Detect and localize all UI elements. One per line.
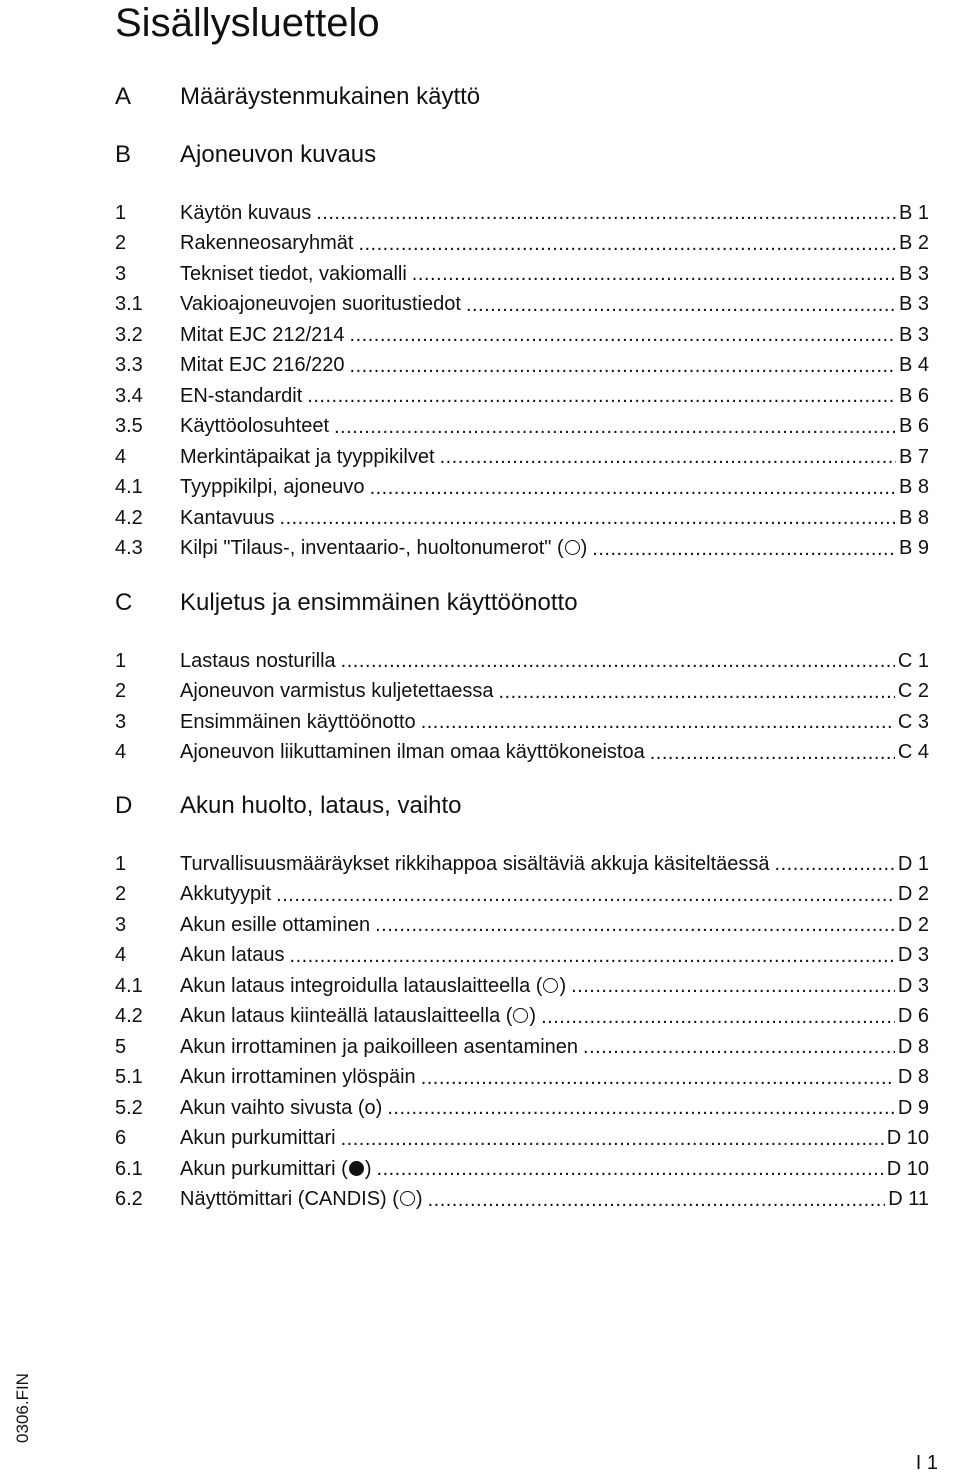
toc-entry-page: C 3 xyxy=(897,710,929,733)
toc-entry[interactable] xyxy=(115,290,929,320)
toc-entry-page: C 4 xyxy=(897,741,929,763)
toc-entry[interactable] xyxy=(115,738,929,768)
toc-entry-page: D 8 xyxy=(897,1035,929,1058)
toc-entry-number: 4.1 xyxy=(115,476,143,498)
section-letter: B xyxy=(115,141,132,168)
toc-entry-number: 2 xyxy=(115,232,127,254)
dot-leader xyxy=(280,507,896,529)
dot-leader xyxy=(421,711,895,733)
toc-entry-number: 3.5 xyxy=(115,415,143,437)
toc-entry[interactable] xyxy=(115,941,929,971)
open-circle-icon xyxy=(543,978,558,993)
toc-entry-page: D 9 xyxy=(897,1096,929,1119)
toc-entry-page: D 3 xyxy=(897,974,929,997)
toc-entry-page: D 11 xyxy=(888,1188,929,1210)
toc-entry-number: 4.2 xyxy=(115,1005,143,1027)
toc-entry-page: B 3 xyxy=(898,262,929,285)
toc-entry-number: 3 xyxy=(115,913,127,936)
dot-leader xyxy=(358,233,896,255)
toc-entry-title: Käytön kuvaus xyxy=(180,201,312,224)
toc-entry-title: Ensimmäinen käyttöönotto xyxy=(180,710,416,733)
toc-entry-title: Ajoneuvon liikuttaminen ilman omaa käyttökoneistoa xyxy=(180,741,645,763)
dot-leader xyxy=(775,853,895,875)
toc-entry-page: D 2 xyxy=(897,913,929,936)
toc-entry-page: C 1 xyxy=(897,649,929,672)
toc-entry[interactable] xyxy=(115,910,929,940)
toc-entry-page: B 6 xyxy=(898,415,929,437)
toc-entry-page: B 7 xyxy=(898,445,929,468)
dot-leader xyxy=(592,538,896,560)
toc-entry-title: Turvallisuusmääräykset rikkihappoa sisältäviä akkuja käsiteltäessä xyxy=(180,852,770,875)
toc-entry-number: 4.2 xyxy=(115,506,143,529)
page-title: Sisällysluettelo xyxy=(115,1,380,45)
toc-entry-title: Akun purkumittari ( ) xyxy=(180,1157,372,1180)
section-letter: D xyxy=(115,792,133,819)
toc-entry[interactable] xyxy=(115,1093,929,1123)
toc-entry-page: D 10 xyxy=(886,1157,929,1180)
toc-entry-number: 5 xyxy=(115,1035,127,1058)
toc-entry-title: Käyttöolosuhteet xyxy=(180,415,329,437)
toc-entry[interactable] xyxy=(115,259,929,289)
toc-entry-number: 3 xyxy=(115,262,127,285)
toc-entry-title: Kantavuus xyxy=(180,506,275,529)
toc-entry-number: 5.1 xyxy=(115,1066,143,1088)
section-title: Akun huolto, lataus, vaihto xyxy=(180,792,462,819)
toc-entry-number: 2 xyxy=(115,883,127,905)
toc-entry-title: Näyttömittari (CANDIS) ( ) xyxy=(180,1188,423,1210)
toc-entry-number: 4.1 xyxy=(115,974,143,997)
toc-entry-title: Akun lataus integroidulla latauslaitteella ( ) xyxy=(180,974,567,997)
toc-entry[interactable] xyxy=(115,677,929,707)
toc-entry-page: B 1 xyxy=(898,201,929,224)
dot-leader xyxy=(650,742,895,764)
filled-circle-icon xyxy=(349,1161,364,1176)
toc-entry-page: D 8 xyxy=(897,1066,929,1088)
toc-entry-page: D 2 xyxy=(897,883,929,905)
open-circle-icon xyxy=(400,1191,415,1206)
toc-entry[interactable] xyxy=(115,503,929,533)
section-heading-a xyxy=(115,79,935,115)
toc-entry[interactable] xyxy=(115,971,929,1001)
toc-entry[interactable] xyxy=(115,849,929,879)
toc-entry-title: Akun irrottaminen ylöspäin xyxy=(180,1066,416,1088)
toc-entry[interactable] xyxy=(115,320,929,350)
toc-entry[interactable] xyxy=(115,473,929,503)
open-circle-icon xyxy=(513,1008,528,1023)
toc-entry-title: Vakioajoneuvojen suoritustiedot xyxy=(180,293,461,315)
section-letter: A xyxy=(115,83,132,110)
section-title: Määräystenmukainen käyttö xyxy=(180,83,481,110)
section-title: Ajoneuvon kuvaus xyxy=(180,141,377,168)
toc-entry-title: Akun vaihto sivusta (o) xyxy=(180,1096,383,1119)
toc-entry[interactable] xyxy=(115,1124,929,1154)
toc-entry-title: Akun esille ottaminen xyxy=(180,913,371,936)
section-heading-c xyxy=(115,585,935,621)
toc-entry-page: B 3 xyxy=(898,323,929,346)
toc-entry-page: B 8 xyxy=(898,476,929,498)
toc-entry-page: D 6 xyxy=(897,1005,929,1027)
section-letter: C xyxy=(115,589,133,616)
dot-leader xyxy=(334,416,896,438)
dot-leader xyxy=(290,945,895,967)
dot-leader xyxy=(541,1006,895,1028)
toc-entry-number: 1 xyxy=(115,649,127,672)
toc-entry-title: EN-standardit xyxy=(180,384,303,407)
dot-leader xyxy=(341,650,895,672)
toc-entry-title: Akun irrottaminen ja paikoilleen asentaminen xyxy=(180,1035,579,1058)
section-heading-b xyxy=(115,137,935,173)
toc-entry[interactable] xyxy=(115,1154,929,1184)
toc-entry-title: Tekniset tiedot, vakiomalli xyxy=(180,262,407,285)
toc-entry-number: 6.1 xyxy=(115,1157,143,1180)
open-circle-icon xyxy=(565,540,580,555)
toc-entry[interactable] xyxy=(115,707,929,737)
toc-entry-title: Merkintäpaikat ja tyyppikilvet xyxy=(180,445,435,468)
toc-entry-title: Akun purkumittari xyxy=(180,1127,336,1149)
dot-leader xyxy=(387,1097,895,1119)
toc-entry-number: 4 xyxy=(115,445,127,468)
dot-leader xyxy=(276,884,895,906)
toc-entry[interactable] xyxy=(115,229,929,259)
dot-leader xyxy=(499,681,895,703)
section-heading-d xyxy=(115,788,935,824)
toc-entry[interactable] xyxy=(115,442,929,472)
document-code: 0306.FIN xyxy=(13,1373,32,1443)
dot-leader xyxy=(370,477,896,499)
dot-leader xyxy=(350,324,896,346)
page-number: I 1 xyxy=(915,1452,938,1474)
toc-entry-page: C 2 xyxy=(897,680,929,702)
toc-entry[interactable] xyxy=(115,534,929,564)
dot-leader xyxy=(412,263,896,285)
toc-entry-number: 6.2 xyxy=(115,1188,143,1210)
toc-entry[interactable] xyxy=(115,1185,929,1215)
dot-leader xyxy=(440,446,896,468)
toc-entry-number: 1 xyxy=(115,852,127,875)
toc-entry-page: B 3 xyxy=(898,293,929,315)
dot-leader xyxy=(421,1067,895,1089)
toc-entry-title: Akkutyypit xyxy=(180,883,272,905)
toc-entry-title: Kilpi "Tilaus-, inventaario-, huoltonumerot" ( ) xyxy=(180,537,588,559)
toc-entry-page: B 9 xyxy=(898,537,929,559)
toc-entry-number: 3.4 xyxy=(115,384,143,407)
toc-entry-number: 4 xyxy=(115,741,127,763)
dot-leader xyxy=(377,1158,884,1180)
dot-leader xyxy=(375,914,895,936)
dot-leader xyxy=(466,294,896,316)
dot-leader xyxy=(583,1036,895,1058)
toc-entry-title: Akun lataus kiinteällä latauslaitteella ( ) xyxy=(180,1005,537,1027)
toc-entry-number: 4 xyxy=(115,944,127,966)
toc-entry-number: 3.1 xyxy=(115,293,143,315)
toc-entry[interactable] xyxy=(115,351,929,381)
toc-entry[interactable] xyxy=(115,646,929,676)
toc-entry-number: 3.3 xyxy=(115,354,143,376)
toc-entry-title: Akun lataus xyxy=(180,944,285,966)
toc-entry[interactable] xyxy=(115,880,929,910)
toc-entry-page: B 8 xyxy=(898,506,929,529)
toc-entry-title: Ajoneuvon varmistus kuljetettaessa xyxy=(180,680,494,702)
toc-entry-number: 3 xyxy=(115,710,127,733)
toc-entry-title: Lastaus nosturilla xyxy=(180,649,336,672)
toc-entry-number: 1 xyxy=(115,201,127,224)
dot-leader xyxy=(571,975,895,997)
dot-leader xyxy=(428,1189,886,1211)
toc-entry[interactable] xyxy=(115,1032,929,1062)
toc-entry-page: D 10 xyxy=(886,1127,929,1149)
toc-entry-number: 5.2 xyxy=(115,1096,143,1119)
toc-entry-number: 3.2 xyxy=(115,323,143,346)
dot-leader xyxy=(307,385,896,407)
toc-entry-page: B 2 xyxy=(898,232,929,254)
toc-entry-title: Mitat EJC 212/214 xyxy=(180,323,345,346)
toc-entry-page: D 3 xyxy=(897,944,929,966)
toc-entry[interactable] xyxy=(115,198,929,228)
dot-leader xyxy=(316,202,896,224)
toc-entry[interactable] xyxy=(115,381,929,411)
dot-leader xyxy=(350,355,896,377)
toc-entry[interactable] xyxy=(115,1002,929,1032)
toc-entry-page: D 1 xyxy=(897,852,929,875)
toc-entry-number: 2 xyxy=(115,680,127,702)
dot-leader xyxy=(341,1128,884,1150)
toc-entry[interactable] xyxy=(115,1063,929,1093)
toc-entry-number: 4.3 xyxy=(115,537,143,559)
toc-entry-title: Tyyppikilpi, ajoneuvo xyxy=(180,476,365,498)
toc-entry-title: Rakenneosaryhmät xyxy=(180,232,354,254)
toc-entry-page: B 4 xyxy=(898,354,929,376)
toc-entry-page: B 6 xyxy=(898,384,929,407)
toc-entry[interactable] xyxy=(115,412,929,442)
toc-entry-number: 6 xyxy=(115,1127,127,1149)
toc-entry-title: Mitat EJC 216/220 xyxy=(180,354,345,376)
section-title: Kuljetus ja ensimmäinen käyttöönotto xyxy=(180,589,578,616)
